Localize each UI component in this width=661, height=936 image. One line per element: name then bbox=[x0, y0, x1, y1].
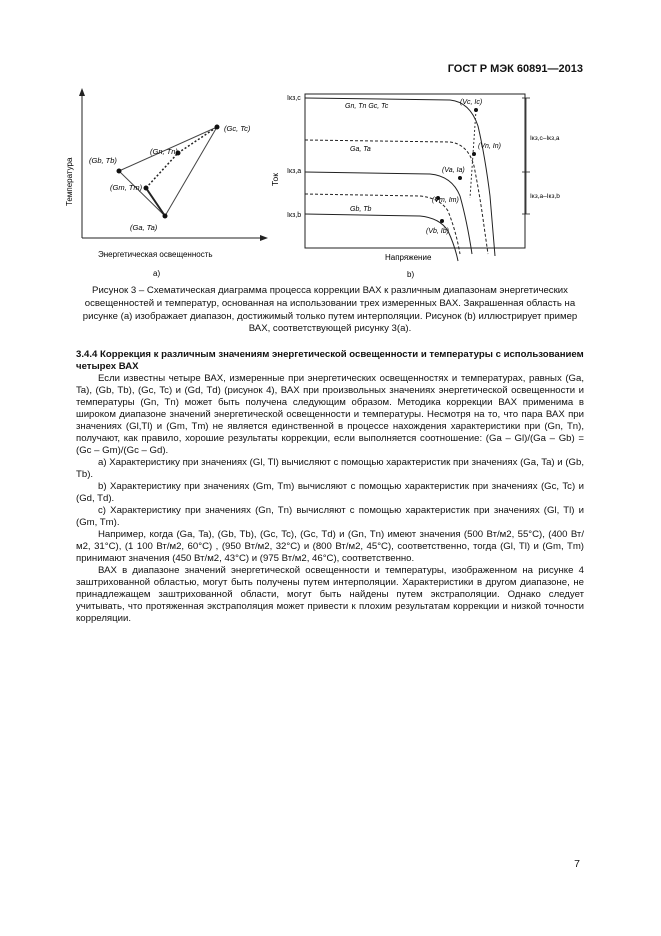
point-a bbox=[163, 214, 168, 219]
point-vb-ib bbox=[440, 219, 444, 223]
section-heading: 3.4.4 Коррекция к различным значениям энергетической освещенности и температуры с использованием четырех ВАХ bbox=[76, 349, 584, 372]
point-b bbox=[117, 169, 122, 174]
label-point-c: (Gc, Tc) bbox=[224, 124, 251, 133]
label-point-vc-ic: (Vc, Ic) bbox=[460, 99, 483, 106]
curve-label-b: Gb, Tb bbox=[350, 206, 372, 213]
curve-label-a: Ga, Ta bbox=[350, 146, 371, 153]
iv-curve-a bbox=[305, 172, 472, 254]
paragraph-intro: Если известны четыре ВАХ, измеренные при энергетических освещенностях и температурах, равных (Ga, Ta), (Gb, Tb), (Gc, Tc) и (Gd, Td) (рисунок 4), ВАХ при произвольных значениях энергетической освещенности и температуры (Gn, Tn) может быть получена следующим образом. Методика коррекции ВАХ применима в широком диапазоне значений энергетической освещенности и температуры. Несмотря на то, что пара ВАХ при значениях (Gl,Tl) и (Gm, Tm) не является единственной в процессе нахождения характеристики при (Gn, Tn), получают, как правило, хорошие результаты коррекции, если выполняется соотношение: (Ga – Gl)/(Ga – Gb) = (Gc – Gm)/(Gc – Gd). bbox=[76, 373, 584, 456]
y-axis-label: Температура bbox=[65, 157, 74, 206]
label-point-n: (Gn, Tn) bbox=[150, 147, 178, 156]
x-axis-label: Энергетическая освещенность bbox=[98, 250, 213, 259]
label-point-vn-in: (Vn, In) bbox=[478, 143, 501, 150]
point-va-ia bbox=[458, 176, 462, 180]
figure-b bbox=[270, 86, 590, 281]
paragraph-step-a: a) Характеристику при значениях (Gl, Tl) вычисляют с помощью характеристик при значениях (Ga, Ta) и (Gb, Tb). bbox=[76, 457, 584, 480]
label-point-m: (Gm, Tm) bbox=[110, 183, 143, 192]
figure-caption: Рисунок 3 – Схематическая диаграмма процесса коррекции ВАХ к различным диапазонам энергетических освещенностей и температур, основанная на использовании трех измеренных ВАХ. Закрашенная область на рисунке (a) изображает диапазон, достижимый только путем интерполяции. Рисунок (b) иллюстрирует пример ВАХ, соответствующей рисунку 3(a). bbox=[82, 285, 578, 335]
paragraph-step-c: c) Характеристику при значениях (Gn, Tn) вычисляют с помощью характеристик при значениях (Gl, Tl) и (Gm, Tm). bbox=[76, 505, 584, 528]
segment-m-a bbox=[146, 188, 165, 216]
label-point-va-ia: (Va, Ia) bbox=[442, 167, 465, 174]
paragraph-interpolation: ВАХ в диапазоне значений энергетической освещенности и температуры, изображенном на рисунке 4 заштрихованной областью, могут быть получены путем интерполяции. Характеристики в другом диапазоне, не принадлежащем заштрихованной области, могут быть найдены путем экстраполяции. Однако следует учитывать, что протяженная экстраполяция может привести к плохим результатам коррекции и низкой точности корреляции. bbox=[76, 565, 584, 624]
edge-a-c bbox=[165, 127, 217, 216]
iv-curve-b bbox=[305, 214, 458, 261]
label-point-vm-im: (Vm, Im) bbox=[432, 197, 459, 204]
curve-label-n-c: Gn, Tn Gc, Tc bbox=[345, 103, 389, 110]
point-vc-ic bbox=[474, 108, 478, 112]
label-point-b: (Gb, Tb) bbox=[89, 156, 117, 165]
figure-a bbox=[60, 88, 275, 278]
point-m bbox=[144, 186, 149, 191]
ytick-isc-b: Iкз,b bbox=[287, 212, 302, 219]
label-point-vb-ib: (Vb, Ib) bbox=[426, 228, 449, 235]
iv-curve-c bbox=[305, 98, 495, 256]
label-point-a: (Ga, Ta) bbox=[130, 223, 158, 232]
point-c bbox=[215, 125, 220, 130]
dim-label-c-a: Iкз,c–Iкз,a bbox=[530, 135, 560, 142]
edge-b-a bbox=[119, 171, 165, 216]
segment-m-n bbox=[146, 153, 178, 188]
subfigure-label-b: b) bbox=[407, 270, 415, 279]
page-number: 7 bbox=[574, 858, 580, 870]
section-3-4-4 bbox=[76, 349, 584, 625]
y-axis-label: Ток bbox=[270, 173, 280, 186]
segment-n-c bbox=[178, 127, 217, 153]
dim-label-a-b: Iкз,a–Iкз,b bbox=[530, 193, 560, 200]
x-axis-arrow bbox=[260, 235, 268, 241]
x-axis-label: Напряжение bbox=[385, 253, 432, 262]
paragraph-step-b: b) Характеристику при значениях (Gm, Tm) вычисляют с помощью характеристик при значениях (Gc, Tc) и (Gd, Td). bbox=[76, 481, 584, 504]
ytick-isc-a: Iкз,a bbox=[287, 168, 302, 175]
point-vn-in bbox=[472, 152, 476, 156]
subfigure-label-a: a) bbox=[153, 269, 161, 278]
paragraph-example: Например, когда (Ga, Ta), (Gb, Tb), (Gc, Tc), (Gc, Td) и (Gn, Tn) имеют значения (500 Вт/м2, 55°C), (400 Вт/м2, 31°C), (1 100 Вт/м2, 60°C) , (950 Вт/м2, 32°C) и (800 Вт/м2, 45°C), соответственно, тогда (Gl, Tl) и (Gm, Tm) принимают значения (450 Вт/м2, 43°C) и (975 Вт/м2, 46°C), соответственно. bbox=[76, 529, 584, 564]
y-axis-arrow bbox=[79, 88, 85, 96]
document-header: ГОСТ Р МЭК 60891—2013 bbox=[447, 63, 583, 75]
ytick-isc-c: Iкз,c bbox=[287, 95, 301, 102]
